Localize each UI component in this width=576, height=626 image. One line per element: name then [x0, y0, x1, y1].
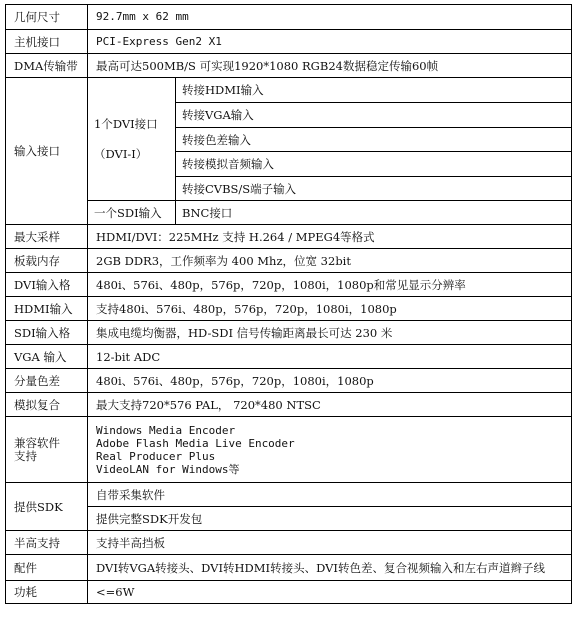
row-label-sdi-input: SDI输入格	[6, 321, 88, 345]
sdi-interface-value: BNC接口	[176, 201, 572, 225]
sdk-item-dev-kit: 提供完整SDK开发包	[88, 507, 572, 531]
row-label-sdk: 提供SDK	[6, 483, 88, 531]
table-row	[6, 393, 572, 417]
row-value-sdi-input: 集成电缆均衡器，HD-SDI 信号传输距离最长可达 230 米	[88, 321, 572, 345]
spec-table	[5, 4, 572, 604]
table-row	[6, 273, 572, 297]
row-value-dma: 最高可达500MB/S 可实现1920*1080 RGB24数据稳定传输60帧	[88, 54, 572, 78]
row-label-hdmi-input: HDMI输入	[6, 297, 88, 321]
row-label-software	[6, 417, 88, 483]
table-row	[6, 297, 572, 321]
table-row	[6, 345, 572, 369]
row-value-composite: 最大支持720*576 PAL， 720*480 NTSC	[88, 393, 572, 417]
row-label-accessories: 配件	[6, 555, 88, 581]
row-value-software	[88, 417, 572, 483]
row-label-memory: 板载内存	[6, 249, 88, 273]
software-item: Adobe Flash Media Live Encoder	[96, 436, 295, 450]
software-label-line2: 支持	[14, 448, 37, 463]
dvi-interface-cell	[88, 78, 176, 201]
row-label-component: 分量色差	[6, 369, 88, 393]
dvi-item-audio: 转接模拟音频输入	[176, 152, 572, 177]
table-row	[6, 417, 572, 483]
software-item: Real Producer Plus	[96, 449, 216, 463]
sdk-item-capture-software: 自带采集软件	[88, 483, 572, 507]
row-label-composite: 模拟复合	[6, 393, 88, 417]
row-label-max-capture: 最大采样	[6, 225, 88, 249]
dvi-interface-sublabel: （DVI-I）	[94, 147, 148, 161]
row-value-vga-input: 12-bit ADC	[88, 345, 572, 369]
software-label-line1: 兼容软件	[14, 435, 60, 450]
row-value-host: PCI-Express Gen2 X1	[88, 30, 572, 54]
row-value-half-height: 支持半高挡板	[88, 531, 572, 555]
table-row	[6, 225, 572, 249]
row-value-hdmi-input: 支持480i、576i、480p，576p，720p，1080i，1080p	[88, 297, 572, 321]
table-row	[6, 483, 572, 507]
row-value-component: 480i、576i、480p，576p，720p，1080i，1080p	[88, 369, 572, 393]
table-row	[6, 201, 572, 225]
row-value-power: <=6W	[88, 581, 572, 604]
row-label-dvi-format: DVI输入格	[6, 273, 88, 297]
dvi-interface-label: 1个DVI接口	[94, 117, 158, 131]
row-label-power: 功耗	[6, 581, 88, 604]
software-item: Windows Media Encoder	[96, 423, 236, 437]
row-label-size: 几何尺寸	[6, 5, 88, 30]
row-value-accessories: DVI转VGA转接头、DVI转HDMI转接头、DVI转色差、复合视频输入和左右声道辫子线	[88, 555, 572, 581]
table-row	[6, 581, 572, 604]
row-label-host: 主机接口	[6, 30, 88, 54]
row-value-memory: 2GB DDR3，工作频率为 400 Mhz，位宽 32bit	[88, 249, 572, 273]
row-value-dvi-format: 480i、576i、480p，576p，720p，1080i，1080p和常见显示分辨率	[88, 273, 572, 297]
dvi-item-hdmi: 转接HDMI输入	[176, 78, 572, 103]
table-row	[6, 30, 572, 54]
table-row	[6, 249, 572, 273]
dvi-item-vga: 转接VGA输入	[176, 103, 572, 128]
table-row	[6, 555, 572, 581]
table-row	[6, 507, 572, 531]
table-row	[6, 54, 572, 78]
row-label-vga-input: VGA 输入	[6, 345, 88, 369]
table-row	[6, 78, 572, 103]
sdi-interface-label: 一个SDI输入	[88, 201, 176, 225]
row-value-size: 92.7mm x 62 mm	[88, 5, 572, 30]
table-row	[6, 5, 572, 30]
row-label-input: 输入接口	[6, 78, 88, 225]
table-row	[6, 369, 572, 393]
table-row	[6, 321, 572, 345]
dvi-item-cvbs: 转接CVBS/S端子输入	[176, 177, 572, 201]
row-value-max-capture: HDMI/DVI：225MHz 支持 H.264 / MPEG4等格式	[88, 225, 572, 249]
spacer	[94, 132, 169, 146]
row-label-half-height: 半高支持	[6, 531, 88, 555]
row-label-dma: DMA传输带	[6, 54, 88, 78]
table-row	[6, 531, 572, 555]
software-item: VideoLAN for Windows等	[96, 462, 240, 476]
dvi-item-component: 转接色差输入	[176, 128, 572, 152]
